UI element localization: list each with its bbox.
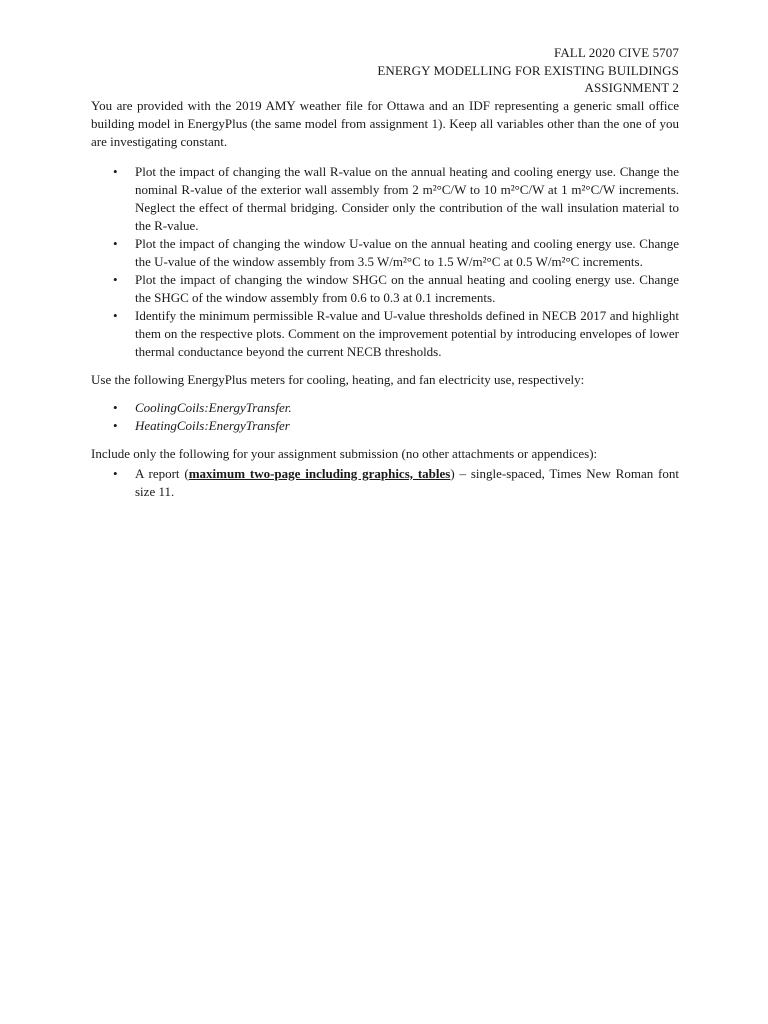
task-item-wall-r-value xyxy=(91,163,679,235)
task-text: Identify the minimum permissible R-value and U-value thresholds defined in NECB 2017 and highlight them on the respective plots. Comment on the improvement potential by introducing envelopes of lower thermal conductance beyond the current NECB thresholds. xyxy=(135,307,679,359)
task-item-necb-thresholds xyxy=(91,307,679,361)
document-page xyxy=(91,44,679,501)
bullet-icon: • xyxy=(113,271,118,287)
intro-paragraph: You are provided with the 2019 AMY weather file for Ottawa and an IDF representing a generic small office building model in EnergyPlus (the same model from assignment 1). Keep all variables other than the one of you are investigating constant. xyxy=(91,97,679,149)
meter-item-cooling xyxy=(91,399,679,417)
task-text: Plot the impact of changing the wall R-value on the annual heating and cooling energy use. Change the nominal R-value of the exterior wall assembly from 2 m²°C/W to 10 m²°C/W at 1 m²°C/W increments. Neglect the effect of thermal bridging. Consider only the contribution of the wall insulation material to the R-value. xyxy=(135,163,679,233)
bullet-icon: • xyxy=(113,307,118,323)
submission-list xyxy=(91,465,679,501)
task-text: Plot the impact of changing the window U-value on the annual heating and cooling energy use. Change the U-value of the window assembly from 3.5 W/m²°C to 1.5 W/m²°C at 0.5 W/m²°C increments. xyxy=(135,235,679,269)
bullet-icon: • xyxy=(113,235,118,251)
document-header xyxy=(91,44,679,97)
bullet-icon: • xyxy=(113,163,118,179)
submission-item-report xyxy=(91,465,679,501)
submission-prefix: A report ( xyxy=(135,465,189,481)
meter-item-heating xyxy=(91,417,679,435)
task-item-window-shgc xyxy=(91,271,679,307)
bullet-icon: • xyxy=(113,417,118,433)
task-item-window-u-value xyxy=(91,235,679,271)
meter-list xyxy=(91,399,679,435)
bullet-icon: • xyxy=(113,465,118,481)
page-limit-emphasis: maximum two-page including graphics, tables xyxy=(188,465,451,481)
assignment-number-line: ASSIGNMENT 2 xyxy=(584,80,679,95)
task-text: Plot the impact of changing the window SHGC on the annual heating and cooling energy use. Change the SHGC of the window assembly from 0.6 to 0.3 at 0.1 increments. xyxy=(135,271,679,305)
submission-intro-paragraph: Include only the following for your assignment submission (no other attachments or appendices): xyxy=(91,445,598,461)
submission-suffix: ) – single-spaced, Times New Roman font size 11. xyxy=(135,465,679,499)
meter-name: HeatingCoils:EnergyTransfer xyxy=(135,417,290,433)
task-list xyxy=(91,163,679,361)
course-term-line: FALL 2020 CIVE 5707 xyxy=(553,45,679,60)
meter-name: CoolingCoils:EnergyTransfer. xyxy=(135,399,292,415)
course-title-line: ENERGY MODELLING FOR EXISTING BUILDINGS xyxy=(377,62,679,78)
meters-intro-paragraph: Use the following EnergyPlus meters for cooling, heating, and fan electricity use, respectively: xyxy=(91,371,585,387)
bullet-icon: • xyxy=(113,399,118,415)
